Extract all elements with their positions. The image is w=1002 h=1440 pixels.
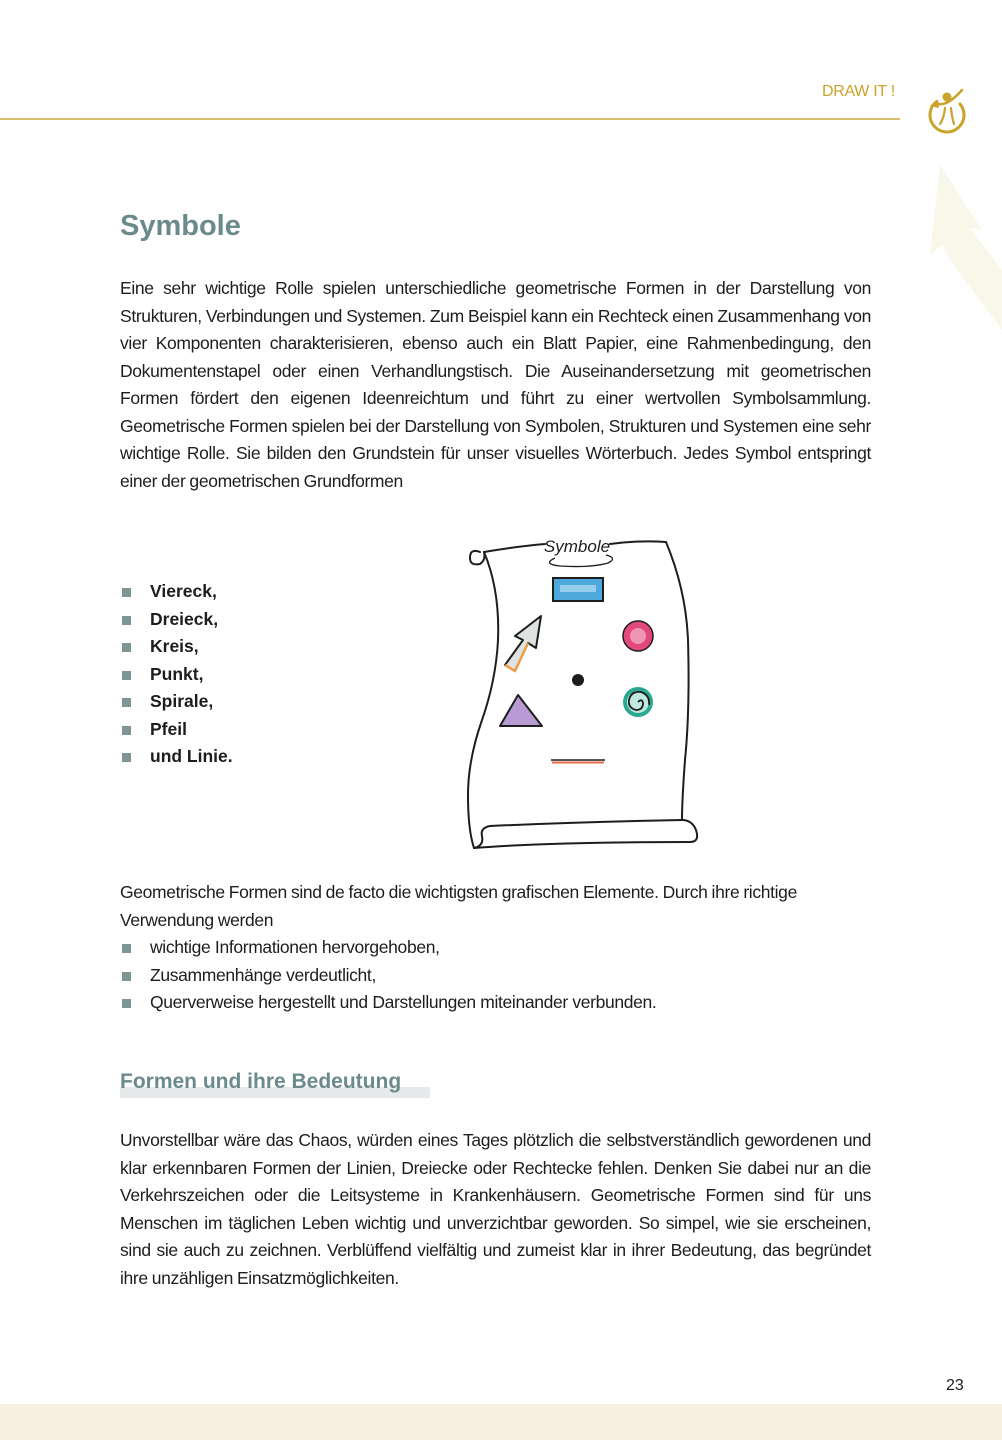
list-item: Kreis,: [120, 633, 233, 661]
scroll-title-label: [544, 537, 613, 567]
header-rule: [0, 118, 900, 120]
bullet-square-icon: [122, 999, 131, 1008]
list-item: Viereck,: [120, 578, 233, 606]
running-title: DRAW IT !: [822, 83, 895, 100]
bullet-square-icon: [122, 944, 131, 953]
arrow-shape: [505, 616, 541, 671]
bullet-square-icon: [122, 698, 131, 707]
subsection-title: Formen und ihre Bedeutung: [120, 1070, 430, 1098]
background-arrow-icon: [912, 150, 1002, 330]
list-item: wichtige Informationen hervorgehoben,: [120, 934, 656, 962]
bullet-square-icon: [122, 643, 131, 652]
footer-band: [0, 1404, 1002, 1440]
bullet-square-icon: [122, 616, 131, 625]
bullet-square-icon: [122, 671, 131, 680]
usage-intro-paragraph: Geometrische Formen sind de facto die wichtigsten grafischen Elemente. Durch ihre richtige Verwendung werden: [120, 882, 797, 930]
list-item: Dreieck,: [120, 606, 233, 634]
bullet-square-icon: [122, 726, 131, 735]
list-item: Zusammenhänge verdeutlicht,: [120, 962, 656, 990]
triangle-shape: [500, 695, 542, 726]
section-title: Symbole: [120, 210, 241, 242]
intro-paragraph: Eine sehr wichtige Rolle spielen unterschiedliche geometrische Formen in der Darstellung von Strukturen, Verbindungen und Systemen. Zum Beispiel kann ein Rechteck einen Zusammenhang von vier Komponenten charakterisieren, ebenso auch ein Blatt Papier, eine Rahmenbedingung, den Dokumentenstapel oder einen Verhandlungstisch. Die Auseinandersetzung mit geometrischen Formen fördert den eigenen Ideenreichtum und führt zu einer wertvollen Symbolsammlung. Geometrische Formen spielen bei der Darstellung von Symbolen, Strukturen und Systemen eine sehr wichtige Rolle. Sie bilden den Grundstein für unser visuelles Wörterbuch. Jedes Symbol entspringt einer der geometrischen Grundformen: [120, 278, 871, 491]
subsection-paragraph: Unvorstellbar wäre das Chaos, würden eines Tages plötzlich die selbstverständlich gewordenen und klar erkennbaren Formen der Linien, Dreiecke oder Rechtecke fehlen. Denken Sie dabei nur an die Verkehrszeichen oder die Leitsysteme in Krankenhäusern. Geometrische Formen sind für uns Menschen im täglichen Leben wichtig und unverzichtbar geworden. So simpel, wie sie erscheinen, sind sie auch zu zeichnen. Verblüffend vielfältig und zumeist klar in ihrer Bedeutung, das begründet ihre unzähligen Einsatzmöglichkeiten.: [120, 1130, 871, 1288]
shapes-list: [120, 578, 233, 771]
list-item: Querverweise hergestellt und Darstellungen miteinander verbunden.: [120, 989, 656, 1017]
list-item: Spirale,: [120, 688, 233, 716]
bullet-square-icon: [122, 753, 131, 762]
bullet-square-icon: [122, 588, 131, 597]
bullet-square-icon: [122, 972, 131, 981]
dot-shape: [572, 674, 584, 686]
logo-icon: [918, 86, 970, 138]
list-item: Punkt,: [120, 661, 233, 689]
page-number: 23: [946, 1377, 964, 1394]
list-item: und Linie.: [120, 743, 233, 771]
scroll-title: Symbole: [543, 537, 611, 556]
symbols-scroll-illustration: [460, 530, 705, 855]
list-item: Pfeil: [120, 716, 233, 744]
usage-list: [120, 934, 656, 1017]
